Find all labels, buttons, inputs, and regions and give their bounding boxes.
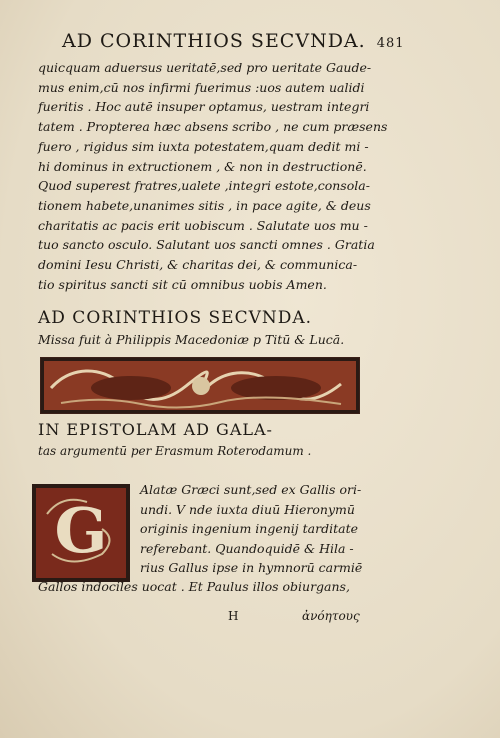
signature-mark: H <box>228 609 239 623</box>
text-line: Quod superest fratres,ualete ,integri estote,consola- <box>38 178 370 194</box>
argument-text <box>140 480 380 578</box>
decorative-headpiece <box>40 357 360 414</box>
text-line: domini Iesu Christi, & charitas dei, & communica- <box>38 257 358 273</box>
text-line: undi. V nde iuxta diuū Hieronymū <box>140 501 355 517</box>
text-line: tatem . Propterea hæc absens scribo , ne cum præsens <box>38 119 388 135</box>
text-line: referebant. Quandoquidē & Hila - <box>140 540 354 556</box>
subscription-line: Missa fuit à Philippis Macedoniæ p Titū & Lucā. <box>38 332 345 347</box>
decorated-initial <box>32 484 130 582</box>
epistle-subtitle: tas argumentū per Erasmum Roterodamum . <box>38 444 312 458</box>
text-line: hi dominus in extructionem , & non in destructionē. <box>38 158 367 174</box>
closing-heading: AD CORINTHIOS SECVNDA. <box>38 308 313 328</box>
running-title: AD CORINTHIOS SECVNDA. <box>62 30 366 52</box>
text-line: tio spiritus sancti sit cū omnibus uobis Amen. <box>38 276 327 292</box>
text-line: mus enim,cū nos infirmi fuerimus :uos autem ualidi <box>38 79 365 95</box>
body-text <box>38 58 388 294</box>
text-line: charitatis ac pacis erit uobiscum . Salutate uos mu - <box>38 217 368 233</box>
text-line: rius Gallus ipse in hymnorū carmiē <box>140 560 363 575</box>
running-head <box>62 30 482 52</box>
text-line: Alatæ Græci sunt,sed ex Gallis ori- <box>140 482 362 497</box>
epistle-title: IN EPISTOLAM AD GALA- <box>38 420 273 439</box>
argument-last-line: Gallos indociles uocat . Et Paulus illos obiurgans, <box>38 579 350 594</box>
page-number: 481 <box>376 36 405 51</box>
catchword: ἀνόητους <box>302 609 360 623</box>
initial-letter: G <box>54 494 108 567</box>
text-line: originis ingenium ingenij tarditate <box>140 521 358 536</box>
text-line: fueritis . Hoc autē insuper optamus, uestram integri <box>38 99 370 115</box>
text-line: quicquam aduersus ueritatē,sed pro ueritate Gaude- <box>38 60 372 75</box>
text-line: fuero , rigidus sim iuxta potestatem,quam dedit mi - <box>38 138 369 154</box>
text-line: tuo sancto osculo. Salutant uos sancti omnes . Gratia <box>38 237 375 253</box>
text-line: tionem habete,unanimes sitis , in pace agite, & deus <box>38 197 371 213</box>
